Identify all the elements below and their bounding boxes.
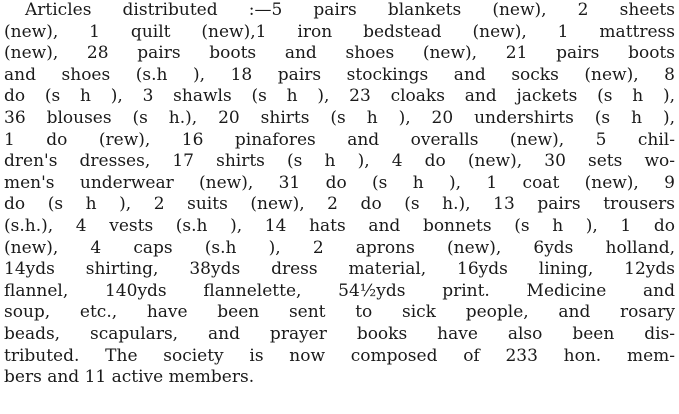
article-line: beads, scapulars, and prayer books have also been dis- [4, 323, 675, 344]
article-line: flannel, 140yds flannelette, 54½yds print. Medicine and [4, 280, 675, 301]
article-line: do (s h ), 2 suits (new), 2 do (s h.), 13 pairs trousers [4, 194, 675, 215]
article-line: tributed. The society is now composed of 233 hon. mem- [4, 345, 675, 366]
article-line: 1 do (rew), 16 pinafores and overalls (new), 5 chil- [4, 129, 675, 150]
article-line: bers and 11 active members. [4, 367, 255, 388]
article-line: and shoes (s.h ), 18 pairs stockings and socks (new), 8 [4, 64, 675, 85]
article-line: (new), 4 caps (s.h ), 2 aprons (new), 6yds holland, [4, 237, 675, 258]
article-line: 14yds shirting, 38yds dress material, 16yds lining, 12yds [4, 259, 675, 280]
article-line: (s.h.), 4 vests (s.h ), 14 hats and bonnets (s h ), 1 do [4, 215, 675, 236]
article-paragraph [4, 0, 675, 389]
article-line: 36 blouses (s h.), 20 shirts (s h ), 20 undershirts (s h ), [4, 107, 675, 128]
article-line: dren's dresses, 17 shirts (s h ), 4 do (new), 30 sets wo- [4, 151, 675, 172]
article-line: do (s h ), 3 shawls (s h ), 23 cloaks and jackets (s h ), [4, 86, 675, 107]
article-line: (new), 1 quilt (new),1 iron bedstead (new), 1 mattress [4, 21, 675, 42]
article-line: Articles distributed :—5 pairs blankets (new), 2 sheets [25, 0, 675, 20]
article-line: soup, etc., have been sent to sick people, and rosary [4, 302, 675, 323]
article-line: (new), 28 pairs boots and shoes (new), 21 pairs boots [4, 43, 675, 64]
article-line: men's underwear (new), 31 do (s h ), 1 coat (new), 9 [4, 172, 675, 193]
